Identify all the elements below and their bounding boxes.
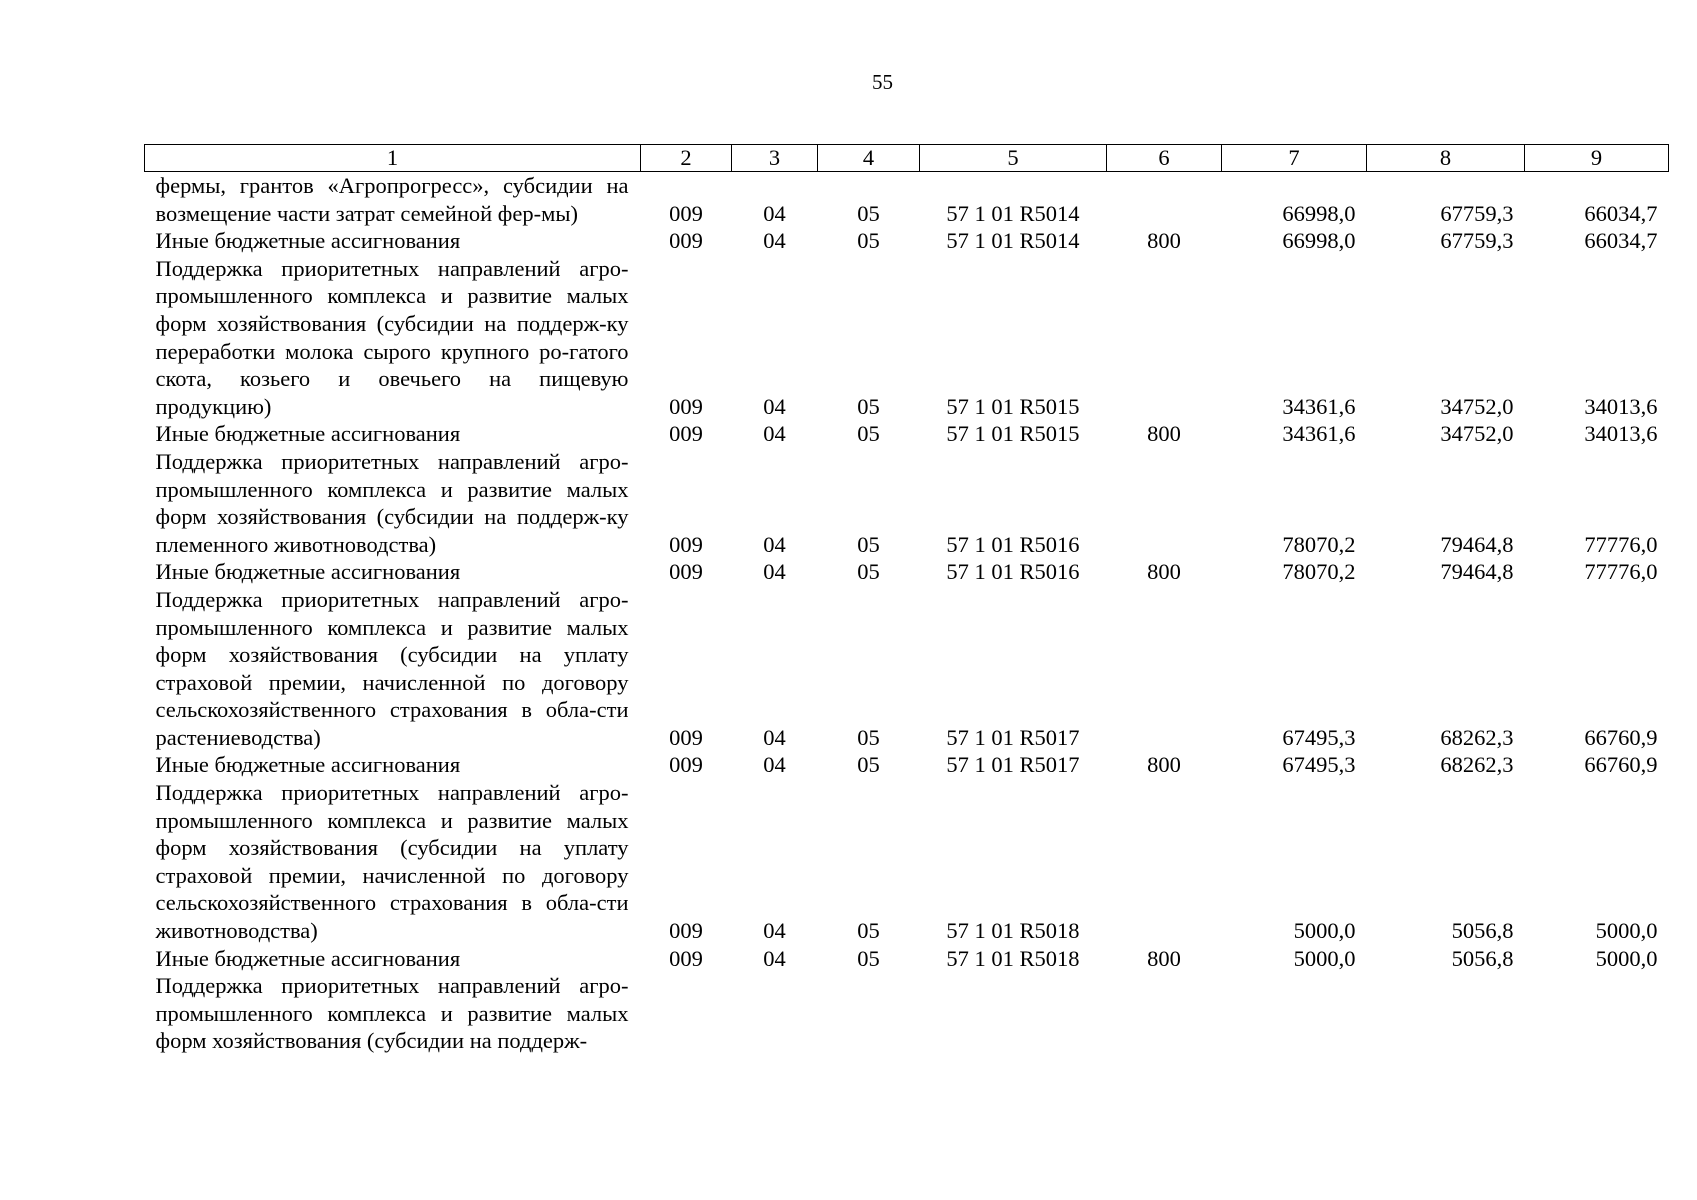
- table-row: [145, 255, 1669, 421]
- column-header: 4: [818, 145, 920, 172]
- table-row: [145, 172, 1669, 228]
- amount-col7: 66998,0: [1282, 200, 1356, 226]
- amount-col7: 34361,6: [1282, 421, 1356, 447]
- subsection-code: 05: [857, 531, 880, 557]
- subsection-code: 05: [857, 393, 880, 419]
- amount-col8: 79464,8: [1440, 531, 1514, 557]
- row-description: Иные бюджетные ассигнования: [155, 228, 461, 254]
- section-code: 04: [763, 724, 786, 750]
- amount-col7: 78070,2: [1282, 531, 1356, 557]
- column-header: 6: [1107, 145, 1222, 172]
- amount-col8: [1367, 972, 1525, 1055]
- target-article-code: 57 1 01 R5017: [946, 752, 1080, 778]
- row-description: Иные бюджетные ассигнования: [155, 559, 461, 585]
- ministry-code: 009: [669, 421, 703, 447]
- row-description: фермы, грантов «Агропрогресс», субсидии на возмещение части затрат семейной фер-мы): [155, 173, 629, 226]
- table-row: [145, 448, 1669, 558]
- amount-col8: 34752,0: [1440, 421, 1514, 447]
- amount-col8: 5056,8: [1451, 918, 1514, 944]
- budget-table: [144, 144, 1669, 1055]
- subsection-code: 05: [857, 559, 880, 585]
- column-header: 5: [920, 145, 1107, 172]
- ministry-code: 009: [669, 918, 703, 944]
- table-row: [145, 779, 1669, 945]
- amount-col7: 66998,0: [1282, 228, 1356, 254]
- subsection-code: 05: [857, 945, 880, 971]
- expense-type-code: 800: [1147, 228, 1181, 254]
- ministry-code: 009: [669, 752, 703, 778]
- amount-col9: 34013,6: [1584, 421, 1658, 447]
- amount-col8: 68262,3: [1440, 724, 1514, 750]
- column-header: 8: [1367, 145, 1525, 172]
- target-article-code: 57 1 01 R5018: [946, 945, 1080, 971]
- amount-col9: 5000,0: [1595, 918, 1658, 944]
- ministry-code: [641, 972, 732, 1055]
- amount-col9: 34013,6: [1584, 393, 1658, 419]
- amount-col7: 5000,0: [1293, 945, 1356, 971]
- amount-col9: [1525, 972, 1669, 1055]
- ministry-code: 009: [669, 531, 703, 557]
- amount-col8: 68262,3: [1440, 752, 1514, 778]
- expense-type-code: [1107, 972, 1222, 1055]
- section-code: 04: [763, 559, 786, 585]
- expense-type-code: 800: [1147, 945, 1181, 971]
- row-description: Иные бюджетные ассигнования: [155, 752, 461, 778]
- subsection-code: [818, 972, 920, 1055]
- amount-col8: 5056,8: [1451, 945, 1514, 971]
- amount-col8: 79464,8: [1440, 559, 1514, 585]
- subsection-code: 05: [857, 200, 880, 226]
- page-number: 55: [872, 70, 893, 94]
- expense-type-code: [1107, 586, 1222, 752]
- column-header: 9: [1525, 145, 1669, 172]
- row-description: Поддержка приоритетных направлений агро-промышленного комплекса и развитие малых форм хозяйствования (субсидии на уплату страховой премии, начисленной по договору сельскохозяйственного страхования в обла-сти растениеводства): [155, 586, 629, 750]
- column-header: 1: [145, 145, 641, 172]
- row-description: Поддержка приоритетных направлений агро-промышленного комплекса и развитие малых форм хозяйствования (субсидии на поддерж-ку племенного животноводства): [155, 448, 629, 557]
- section-code: 04: [763, 200, 786, 226]
- section-code: [732, 972, 818, 1055]
- column-header: 7: [1222, 145, 1367, 172]
- table-row: [145, 586, 1669, 752]
- amount-col7: 78070,2: [1282, 559, 1356, 585]
- amount-col7: 34361,6: [1282, 393, 1356, 419]
- ministry-code: 009: [669, 200, 703, 226]
- amount-col8: 34752,0: [1440, 393, 1514, 419]
- ministry-code: 009: [669, 228, 703, 254]
- row-description: Иные бюджетные ассигнования: [155, 421, 461, 447]
- expense-type-code: 800: [1147, 559, 1181, 585]
- table-row: [145, 227, 1669, 255]
- table-row: [145, 751, 1669, 779]
- column-header: 2: [641, 145, 732, 172]
- expense-type-code: [1107, 255, 1222, 421]
- expense-type-code: 800: [1147, 752, 1181, 778]
- amount-col9: 66034,7: [1584, 200, 1658, 226]
- table-row: [145, 558, 1669, 586]
- section-code: 04: [763, 393, 786, 419]
- amount-col9: 66034,7: [1584, 228, 1658, 254]
- target-article-code: 57 1 01 R5018: [946, 918, 1080, 944]
- amount-col7: 5000,0: [1293, 918, 1356, 944]
- target-article-code: 57 1 01 R5017: [946, 724, 1080, 750]
- amount-col8: 67759,3: [1440, 228, 1514, 254]
- section-code: 04: [763, 421, 786, 447]
- table-row: [145, 945, 1669, 973]
- subsection-code: 05: [857, 421, 880, 447]
- target-article-code: 57 1 01 R5016: [946, 559, 1080, 585]
- ministry-code: 009: [669, 393, 703, 419]
- target-article-code: 57 1 01 R5015: [946, 393, 1080, 419]
- section-code: 04: [763, 752, 786, 778]
- target-article-code: 57 1 01 R5016: [946, 531, 1080, 557]
- amount-col9: 5000,0: [1595, 945, 1658, 971]
- subsection-code: 05: [857, 724, 880, 750]
- row-description: Иные бюджетные ассигнования: [155, 945, 461, 971]
- expense-type-code: 800: [1147, 421, 1181, 447]
- expense-type-code: [1107, 172, 1222, 228]
- amount-col9: 77776,0: [1584, 531, 1658, 557]
- expense-type-code: [1107, 448, 1222, 558]
- row-description: Поддержка приоритетных направлений агро-промышленного комплекса и развитие малых форм хозяйствования (субсидии на поддерж-ку переработки молока сырого крупного ро-гатого скота, козьего и овечьего на пищевую продукцию): [155, 255, 629, 419]
- amount-col9: 66760,9: [1584, 724, 1658, 750]
- subsection-code: 05: [857, 752, 880, 778]
- table-row: [145, 420, 1669, 448]
- subsection-code: 05: [857, 228, 880, 254]
- amount-col8: 67759,3: [1440, 200, 1514, 226]
- section-code: 04: [763, 945, 786, 971]
- target-article-code: 57 1 01 R5014: [946, 228, 1080, 254]
- table-row: [145, 972, 1669, 1055]
- amount-col7: [1222, 972, 1367, 1055]
- ministry-code: 009: [669, 724, 703, 750]
- column-header: 3: [732, 145, 818, 172]
- amount-col7: 67495,3: [1282, 752, 1356, 778]
- row-description: Поддержка приоритетных направлений агро-промышленного комплекса и развитие малых форм хозяйствования (субсидии на поддерж-: [155, 973, 629, 1054]
- section-code: 04: [763, 228, 786, 254]
- target-article-code: 57 1 01 R5014: [946, 200, 1080, 226]
- section-code: 04: [763, 918, 786, 944]
- subsection-code: 05: [857, 918, 880, 944]
- amount-col9: 66760,9: [1584, 752, 1658, 778]
- expense-type-code: [1107, 779, 1222, 945]
- amount-col7: 67495,3: [1282, 724, 1356, 750]
- section-code: 04: [763, 531, 786, 557]
- target-article-code: 57 1 01 R5015: [946, 421, 1080, 447]
- table-header-row: [145, 145, 1669, 172]
- ministry-code: 009: [669, 945, 703, 971]
- target-article-code: [920, 972, 1107, 1055]
- row-description: Поддержка приоритетных направлений агро-промышленного комплекса и развитие малых форм хозяйствования (субсидии на уплату страховой премии, начисленной по договору сельскохозяйственного страхования в обла-сти животноводства): [155, 780, 629, 944]
- ministry-code: 009: [669, 559, 703, 585]
- amount-col9: 77776,0: [1584, 559, 1658, 585]
